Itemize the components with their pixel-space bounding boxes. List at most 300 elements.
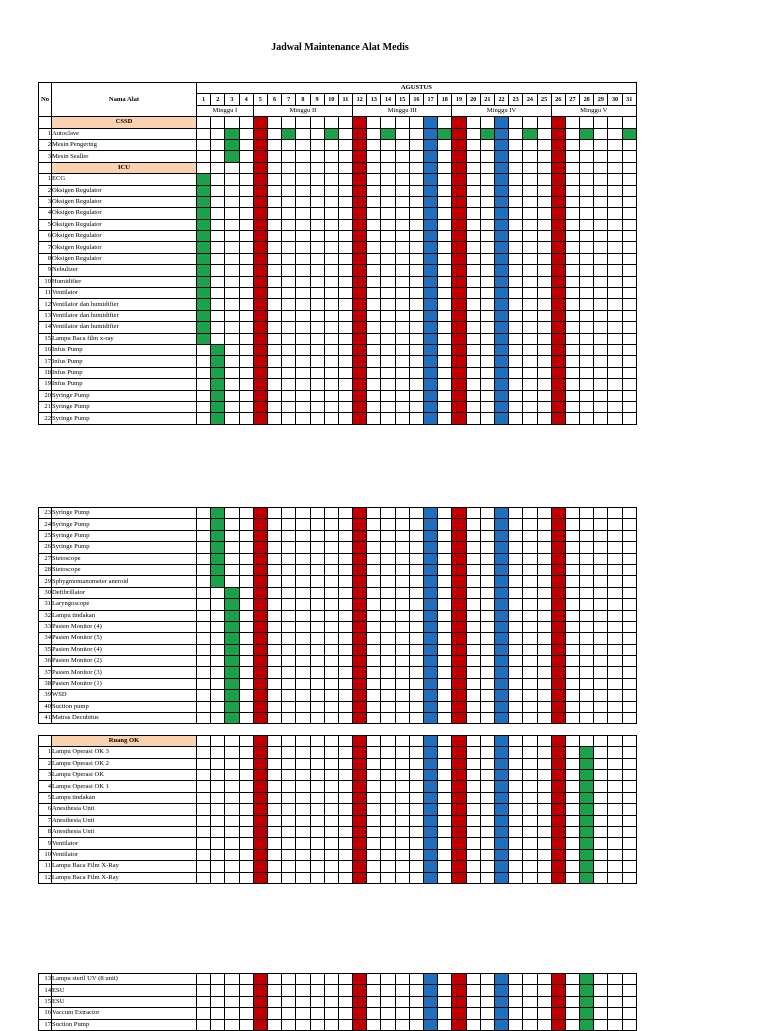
day-cell xyxy=(211,356,225,367)
day-cell xyxy=(438,633,452,644)
day-cell xyxy=(551,735,565,746)
day-cell xyxy=(367,838,381,849)
day-cell xyxy=(594,379,608,390)
day-cell xyxy=(409,367,423,378)
day-cell xyxy=(466,678,480,689)
day-cell xyxy=(494,367,508,378)
day-cell xyxy=(608,838,622,849)
day-cell xyxy=(466,996,480,1007)
table-row xyxy=(39,769,637,780)
day-cell xyxy=(409,162,423,173)
day-cell xyxy=(381,367,395,378)
day-cell xyxy=(353,838,367,849)
equipment-name: Syringe Pump xyxy=(52,508,197,519)
day-cell xyxy=(353,413,367,424)
day-cell xyxy=(381,758,395,769)
day-cell xyxy=(565,242,579,253)
day-cell xyxy=(409,242,423,253)
day-cell xyxy=(509,530,523,541)
day-cell xyxy=(267,826,281,837)
day-cell xyxy=(395,804,409,815)
day-cell xyxy=(239,519,253,530)
day-cell xyxy=(225,792,239,803)
day-cell xyxy=(338,288,352,299)
day-cell xyxy=(551,599,565,610)
day-cell xyxy=(452,553,466,564)
day-cell xyxy=(565,769,579,780)
day-cell xyxy=(608,849,622,860)
day-cell xyxy=(338,713,352,724)
day-cell xyxy=(225,379,239,390)
day-number: 5 xyxy=(253,94,267,105)
day-cell xyxy=(381,242,395,253)
day-cell xyxy=(267,117,281,128)
day-cell xyxy=(225,701,239,712)
day-cell xyxy=(438,276,452,287)
day-cell xyxy=(353,656,367,667)
equipment-name: Oksigen Regulator xyxy=(52,185,197,196)
day-cell xyxy=(381,735,395,746)
equipment-name: Syringe Pump xyxy=(52,542,197,553)
day-cell xyxy=(409,128,423,139)
day-cell xyxy=(622,288,636,299)
day-cell xyxy=(353,985,367,996)
day-cell xyxy=(310,542,324,553)
week-label: Minggu II xyxy=(253,105,352,116)
day-cell xyxy=(324,390,338,401)
day-cell xyxy=(565,185,579,196)
equipment-name: Oksigen Regulator xyxy=(52,196,197,207)
day-cell xyxy=(211,151,225,162)
day-cell xyxy=(480,530,494,541)
day-cell xyxy=(381,322,395,333)
day-cell xyxy=(296,174,310,185)
day-cell xyxy=(438,265,452,276)
day-cell xyxy=(338,242,352,253)
day-cell xyxy=(537,678,551,689)
day-cell xyxy=(608,310,622,321)
day-cell xyxy=(509,996,523,1007)
day-cell xyxy=(409,322,423,333)
day-cell xyxy=(551,826,565,837)
day-cell xyxy=(523,701,537,712)
day-cell xyxy=(466,231,480,242)
day-cell xyxy=(197,288,211,299)
day-cell xyxy=(565,576,579,587)
day-cell xyxy=(353,599,367,610)
day-cell xyxy=(523,610,537,621)
day-cell xyxy=(253,219,267,230)
day-cell xyxy=(225,769,239,780)
day-cell xyxy=(480,310,494,321)
day-cell xyxy=(267,162,281,173)
day-cell xyxy=(338,322,352,333)
day-cell xyxy=(197,849,211,860)
day-cell xyxy=(197,117,211,128)
day-cell xyxy=(509,553,523,564)
day-cell xyxy=(381,162,395,173)
day-cell xyxy=(367,196,381,207)
day-cell xyxy=(466,253,480,264)
day-cell xyxy=(424,401,438,412)
day-cell xyxy=(395,690,409,701)
day-cell xyxy=(211,333,225,344)
day-cell xyxy=(537,219,551,230)
day-cell xyxy=(395,519,409,530)
day-cell xyxy=(438,174,452,185)
section-title: CSSD xyxy=(52,117,197,128)
table-row xyxy=(39,276,637,287)
day-cell xyxy=(211,996,225,1007)
day-cell xyxy=(452,815,466,826)
table-row xyxy=(39,519,637,530)
day-cell xyxy=(466,542,480,553)
day-cell xyxy=(424,542,438,553)
day-cell xyxy=(580,139,594,150)
day-cell xyxy=(565,996,579,1007)
table-row xyxy=(39,185,637,196)
day-cell xyxy=(580,288,594,299)
day-cell xyxy=(594,815,608,826)
day-cell xyxy=(594,542,608,553)
day-cell xyxy=(608,792,622,803)
day-cell xyxy=(381,356,395,367)
day-cell xyxy=(367,633,381,644)
day-cell xyxy=(225,530,239,541)
day-cell xyxy=(523,656,537,667)
day-cell xyxy=(353,553,367,564)
day-cell xyxy=(211,253,225,264)
day-cell xyxy=(282,667,296,678)
day-cell xyxy=(282,974,296,985)
day-cell xyxy=(324,208,338,219)
day-cell xyxy=(466,1008,480,1019)
day-cell xyxy=(239,633,253,644)
day-cell xyxy=(466,288,480,299)
equipment-name: Syringe Pump xyxy=(52,413,197,424)
day-cell xyxy=(438,208,452,219)
day-cell xyxy=(381,519,395,530)
day-cell xyxy=(267,576,281,587)
day-cell xyxy=(197,542,211,553)
day-cell xyxy=(466,644,480,655)
day-cell xyxy=(395,530,409,541)
table-row xyxy=(39,379,637,390)
day-cell xyxy=(537,356,551,367)
day-cell xyxy=(324,1008,338,1019)
day-cell xyxy=(381,849,395,860)
day-cell xyxy=(239,530,253,541)
day-cell xyxy=(466,576,480,587)
day-cell xyxy=(324,276,338,287)
day-cell xyxy=(197,633,211,644)
day-cell xyxy=(367,599,381,610)
day-cell xyxy=(438,151,452,162)
day-cell xyxy=(551,219,565,230)
day-cell xyxy=(395,379,409,390)
day-cell xyxy=(310,413,324,424)
day-cell xyxy=(211,872,225,883)
day-cell xyxy=(608,356,622,367)
day-cell xyxy=(494,253,508,264)
day-cell xyxy=(239,769,253,780)
day-number: 26 xyxy=(551,94,565,105)
day-cell xyxy=(282,196,296,207)
day-cell xyxy=(367,356,381,367)
day-cell xyxy=(409,253,423,264)
day-cell xyxy=(211,1019,225,1030)
day-cell xyxy=(267,701,281,712)
day-cell xyxy=(211,162,225,173)
day-cell xyxy=(338,701,352,712)
day-cell xyxy=(565,322,579,333)
day-cell xyxy=(253,826,267,837)
day-cell xyxy=(310,356,324,367)
day-cell xyxy=(239,553,253,564)
table-row xyxy=(39,781,637,792)
day-cell xyxy=(267,713,281,724)
day-cell xyxy=(537,310,551,321)
day-cell xyxy=(466,208,480,219)
day-cell xyxy=(452,769,466,780)
day-cell xyxy=(452,530,466,541)
day-cell xyxy=(324,185,338,196)
day-cell xyxy=(253,553,267,564)
day-cell xyxy=(367,804,381,815)
day-cell xyxy=(523,678,537,689)
equipment-name: Syringe Pump xyxy=(52,401,197,412)
day-cell xyxy=(494,656,508,667)
day-cell xyxy=(509,231,523,242)
day-cell xyxy=(197,713,211,724)
day-cell xyxy=(480,128,494,139)
day-cell xyxy=(253,621,267,632)
day-number: 15 xyxy=(395,94,409,105)
day-cell xyxy=(424,610,438,621)
day-cell xyxy=(353,996,367,1007)
day-cell xyxy=(509,792,523,803)
day-cell xyxy=(296,344,310,355)
day-cell xyxy=(466,690,480,701)
day-cell xyxy=(565,690,579,701)
day-cell xyxy=(580,276,594,287)
day-cell xyxy=(622,117,636,128)
day-cell xyxy=(239,242,253,253)
table-row xyxy=(39,356,637,367)
day-cell xyxy=(381,344,395,355)
day-cell xyxy=(424,838,438,849)
day-cell xyxy=(551,781,565,792)
day-cell xyxy=(480,758,494,769)
day-cell xyxy=(622,610,636,621)
day-cell xyxy=(480,322,494,333)
day-cell xyxy=(225,367,239,378)
day-cell xyxy=(338,747,352,758)
table-row xyxy=(39,587,637,598)
day-cell xyxy=(211,667,225,678)
day-cell xyxy=(324,656,338,667)
day-cell xyxy=(225,644,239,655)
day-cell xyxy=(565,151,579,162)
equipment-name: Infus Pump xyxy=(52,344,197,355)
day-cell xyxy=(551,576,565,587)
day-cell xyxy=(608,690,622,701)
day-cell xyxy=(580,542,594,553)
day-cell xyxy=(239,576,253,587)
day-cell xyxy=(551,644,565,655)
day-cell xyxy=(452,792,466,803)
day-cell xyxy=(267,367,281,378)
day-cell xyxy=(494,151,508,162)
day-cell xyxy=(622,576,636,587)
row-number: 13 xyxy=(39,974,52,985)
day-cell xyxy=(381,128,395,139)
day-cell xyxy=(211,299,225,310)
day-cell xyxy=(594,826,608,837)
day-cell xyxy=(324,838,338,849)
day-cell xyxy=(551,390,565,401)
day-cell xyxy=(551,231,565,242)
day-cell xyxy=(296,769,310,780)
day-cell xyxy=(367,769,381,780)
day-cell xyxy=(565,667,579,678)
day-cell xyxy=(551,747,565,758)
day-cell xyxy=(353,861,367,872)
day-cell xyxy=(338,792,352,803)
day-cell xyxy=(267,621,281,632)
day-cell xyxy=(338,849,352,860)
day-cell xyxy=(523,690,537,701)
equipment-name: Mesin Pengering xyxy=(52,139,197,150)
equipment-name: Laryngoscope xyxy=(52,599,197,610)
day-cell xyxy=(253,139,267,150)
section-row xyxy=(39,735,637,746)
day-cell xyxy=(197,553,211,564)
day-cell xyxy=(424,621,438,632)
day-cell xyxy=(225,985,239,996)
day-cell xyxy=(622,849,636,860)
day-cell xyxy=(523,861,537,872)
day-cell xyxy=(466,413,480,424)
day-cell xyxy=(424,633,438,644)
day-cell xyxy=(452,542,466,553)
day-cell xyxy=(523,815,537,826)
day-cell xyxy=(353,713,367,724)
day-cell xyxy=(438,621,452,632)
day-cell xyxy=(282,792,296,803)
day-cell xyxy=(267,219,281,230)
day-cell xyxy=(622,265,636,276)
table-row xyxy=(39,690,637,701)
day-cell xyxy=(580,747,594,758)
day-cell xyxy=(239,838,253,849)
day-cell xyxy=(551,276,565,287)
day-cell xyxy=(282,861,296,872)
day-cell xyxy=(466,265,480,276)
day-cell xyxy=(296,162,310,173)
day-cell xyxy=(480,769,494,780)
row-number: 10 xyxy=(39,849,52,860)
day-cell xyxy=(509,747,523,758)
day-cell xyxy=(197,974,211,985)
day-cell xyxy=(239,781,253,792)
day-cell xyxy=(424,265,438,276)
day-cell xyxy=(494,644,508,655)
day-cell xyxy=(211,815,225,826)
day-cell xyxy=(367,401,381,412)
day-cell xyxy=(338,117,352,128)
day-cell xyxy=(353,519,367,530)
table-row xyxy=(39,792,637,803)
day-cell xyxy=(239,985,253,996)
day-cell xyxy=(267,344,281,355)
row-number: 9 xyxy=(39,838,52,849)
day-cell xyxy=(565,265,579,276)
day-cell xyxy=(338,310,352,321)
day-cell xyxy=(580,519,594,530)
day-cell xyxy=(509,690,523,701)
equipment-name: Humidifier xyxy=(52,276,197,287)
day-cell xyxy=(523,356,537,367)
day-cell xyxy=(466,838,480,849)
day-cell xyxy=(395,322,409,333)
day-cell xyxy=(424,769,438,780)
day-cell xyxy=(282,633,296,644)
day-cell xyxy=(381,633,395,644)
day-cell xyxy=(353,242,367,253)
day-cell xyxy=(580,333,594,344)
day-cell xyxy=(282,804,296,815)
row-number: 4 xyxy=(39,781,52,792)
day-cell xyxy=(338,367,352,378)
day-cell xyxy=(424,162,438,173)
day-cell xyxy=(480,656,494,667)
day-cell xyxy=(480,849,494,860)
day-cell xyxy=(608,322,622,333)
day-cell xyxy=(466,117,480,128)
day-cell xyxy=(409,621,423,632)
day-cell xyxy=(395,769,409,780)
day-cell xyxy=(594,151,608,162)
day-cell xyxy=(622,804,636,815)
day-cell xyxy=(537,139,551,150)
day-cell xyxy=(523,713,537,724)
day-cell xyxy=(211,690,225,701)
day-cell xyxy=(409,769,423,780)
day-cell xyxy=(523,735,537,746)
day-cell xyxy=(409,781,423,792)
day-cell xyxy=(537,838,551,849)
day-cell xyxy=(253,701,267,712)
day-cell xyxy=(296,253,310,264)
day-cell xyxy=(523,576,537,587)
day-cell xyxy=(197,333,211,344)
day-cell xyxy=(622,367,636,378)
day-cell xyxy=(282,333,296,344)
day-cell xyxy=(310,242,324,253)
day-cell xyxy=(594,310,608,321)
day-cell xyxy=(381,701,395,712)
table-row xyxy=(39,344,637,355)
day-cell xyxy=(565,781,579,792)
day-cell xyxy=(594,208,608,219)
day-cell xyxy=(338,564,352,575)
day-cell xyxy=(509,610,523,621)
day-cell xyxy=(565,735,579,746)
day-cell xyxy=(324,735,338,746)
header-name: Nama Alat xyxy=(52,83,197,117)
day-cell xyxy=(267,530,281,541)
